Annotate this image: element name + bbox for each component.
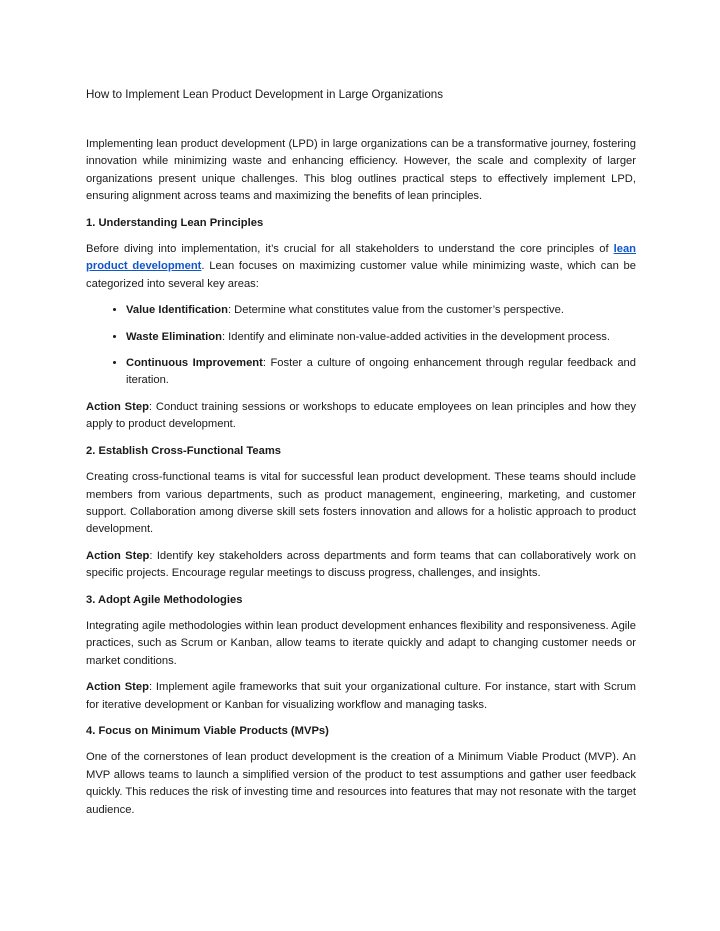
document-title: How to Implement Lean Product Development in Large Organizations xyxy=(86,88,444,101)
section-4-paragraph: One of the cornerstones of lean product development is the creation of a Minimum Viable Product (MVP). An MVP allows teams to launch a simplified version of the product to test assumptions and gather user feedback quickly. This reduces the risk of investing time and resources into features that may not resonate with the target audience. xyxy=(86,751,636,816)
section-2-action-step xyxy=(86,548,636,583)
list-item xyxy=(126,329,636,346)
list-item xyxy=(126,355,636,390)
section-1-action-step xyxy=(86,399,636,434)
key-areas-list xyxy=(86,302,636,390)
bullet-term: Continuous Improvement xyxy=(126,357,263,370)
section-2-heading: 2. Establish Cross-Functional Teams xyxy=(86,444,281,457)
section-1-text-before-link: Before diving into implementation, it’s crucial for all stakeholders to understand the core principles of xyxy=(86,243,614,256)
lean-product-development-link[interactable]: lean product development xyxy=(86,243,636,273)
action-step-label: Action Step xyxy=(86,400,149,413)
action-step-text: : Implement agile frameworks that suit your organizational culture. For instance, start with Scrum for iterative development or Kanban for visualizing workflow and managing tasks. xyxy=(86,681,636,711)
intro-paragraph: Implementing lean product development (LPD) in large organizations can be a transformative journey, fostering innovation while minimizing waste and enhancing efficiency. However, the scale and complexity of larger organizations present unique challenges. This blog outlines practical steps to effectively implement LPD, ensuring alignment across teams and maximizing the benefits of lean principles. xyxy=(86,138,636,203)
document-body xyxy=(86,136,636,828)
action-step-label: Action Step xyxy=(86,681,149,694)
section-3-heading: 3. Adopt Agile Methodologies xyxy=(86,593,243,606)
section-1-paragraph xyxy=(86,241,636,293)
section-3-paragraph: Integrating agile methodologies within lean product development enhances flexibility and responsiveness. Agile practices, such as Scrum or Kanban, allow teams to iterate quickly and adapt to changing customer needs or market conditions. xyxy=(86,619,636,667)
bullet-term: Waste Elimination xyxy=(126,330,222,343)
bullet-text: : Foster a culture of ongoing enhancement through regular feedback and iteration. xyxy=(126,357,637,387)
action-step-label: Action Step xyxy=(86,549,150,562)
action-step-text: : Identify key stakeholders across departments and form teams that can collaboratively work on specific projects. Encourage regular meetings to discuss progress, challenges, and insights. xyxy=(86,549,636,580)
bullet-text: : Determine what constitutes value from the customer’s perspective. xyxy=(227,304,564,317)
section-1-text-after-link: . Lean focuses on maximizing customer value while minimizing waste, which can be categorized into several key areas: xyxy=(86,260,636,290)
section-1-heading: 1. Understanding Lean Principles xyxy=(86,216,264,229)
section-3-action-step xyxy=(86,679,636,714)
bullet-text: : Identify and eliminate non-value-added activities in the development process. xyxy=(221,330,610,343)
action-step-text: : Conduct training sessions or workshops to educate employees on lean principles and how they apply to product development. xyxy=(86,400,636,431)
list-item xyxy=(126,302,636,319)
section-4-heading: 4. Focus on Minimum Viable Products (MVPs) xyxy=(86,724,329,737)
bullet-term: Value Identification xyxy=(126,304,228,317)
section-2-paragraph: Creating cross-functional teams is vital for successful lean product development. These teams should include members from various departments, such as product management, engineering, marketing, and customer support. Collaboration among diverse skill sets fosters innovation and allows for a holistic approach to product development. xyxy=(86,471,636,536)
